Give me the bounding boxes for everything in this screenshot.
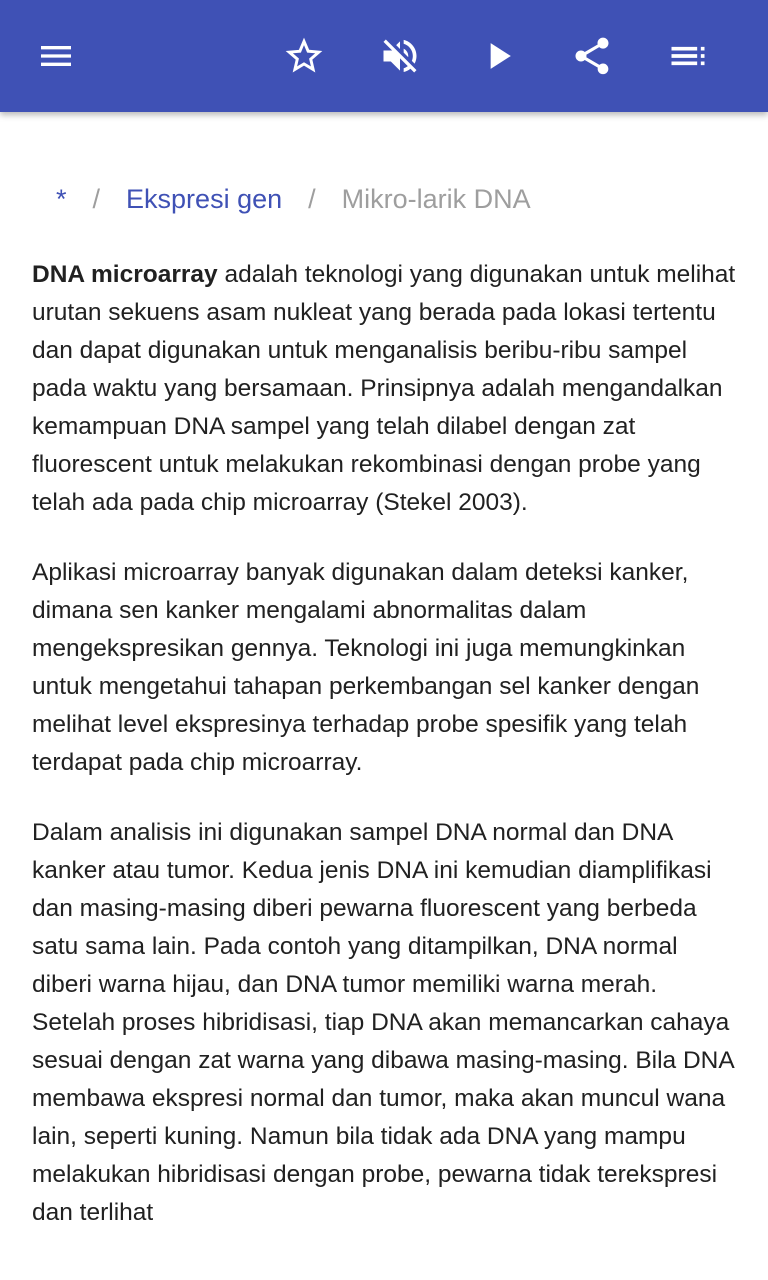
article-paragraph: Dalam analisis ini digunakan sampel DNA normal dan DNA kanker atau tumor. Kedua jenis DNA ini kemudian diamplifikasi dan masing-masing diberi pewarna fluorescent yang berbeda satu sama lain. Pada contoh yang ditampilkan, DNA normal diberi warna hijau, dan DNA tumor memiliki warna merah. Setelah proses hibridisasi, tiap DNA akan memancarkan cahaya sesuai dengan zat warna yang dibawa masing-masing. Bila DNA membawa ekspresi normal dan tumor, maka akan muncul wana lain, seperti kuning. Namun bila tidak ada DNA yang mampu melakukan hibridisasi dengan probe, pewarna tidak terekspresi dan terlihat (32, 819, 734, 1226)
article-paragraph: Aplikasi microarray banyak digunakan dalam deteksi kanker, dimana sen kanker mengalami abnormalitas dalam mengekspresikan gennya. Teknologi ini juga memungkinkan untuk mengetahui tahapan perkembangan sel kanker dengan melihat level ekspresinya terhadap probe spesifik yang telah terdapat pada chip microarray. (32, 559, 700, 776)
article-paragraph (32, 256, 738, 522)
breadcrumb (56, 182, 531, 216)
toc-icon (666, 34, 710, 78)
favorite-button[interactable] (272, 24, 336, 88)
play-button[interactable] (466, 24, 530, 88)
menu-icon (36, 36, 76, 76)
breadcrumb-current: Mikro-larik DNA (341, 184, 531, 214)
app-toolbar (0, 0, 768, 112)
share-icon (570, 34, 614, 78)
breadcrumb-separator: / (92, 184, 101, 214)
paragraph-text: adalah teknologi yang digunakan untuk melihat urutan sekuens asam nukleat yang berada pada lokasi tertentu dan dapat digunakan untuk menganalisis beribu-ribu sampel pada waktu yang bersamaan. Prinsipnya adalah mengandalkan kemampuan DNA sampel yang telah dilabel dengan zat fluorescent untuk melakukan rekombinasi dengan probe yang telah ada pada chip microarray (Stekel 2003). (32, 261, 736, 516)
volume-off-icon (378, 34, 422, 78)
article-body (32, 256, 738, 1264)
play-icon (476, 34, 520, 78)
article-content (0, 112, 768, 1280)
article-term: DNA microarray (32, 261, 218, 288)
star-outline-icon (282, 34, 326, 78)
breadcrumb-home[interactable]: * (56, 184, 67, 214)
share-button[interactable] (560, 24, 624, 88)
breadcrumb-separator: / (308, 184, 316, 214)
mute-button[interactable] (368, 24, 432, 88)
breadcrumb-parent[interactable]: Ekspresi gen (126, 184, 283, 214)
menu-button[interactable] (24, 24, 88, 88)
contents-button[interactable] (656, 24, 720, 88)
